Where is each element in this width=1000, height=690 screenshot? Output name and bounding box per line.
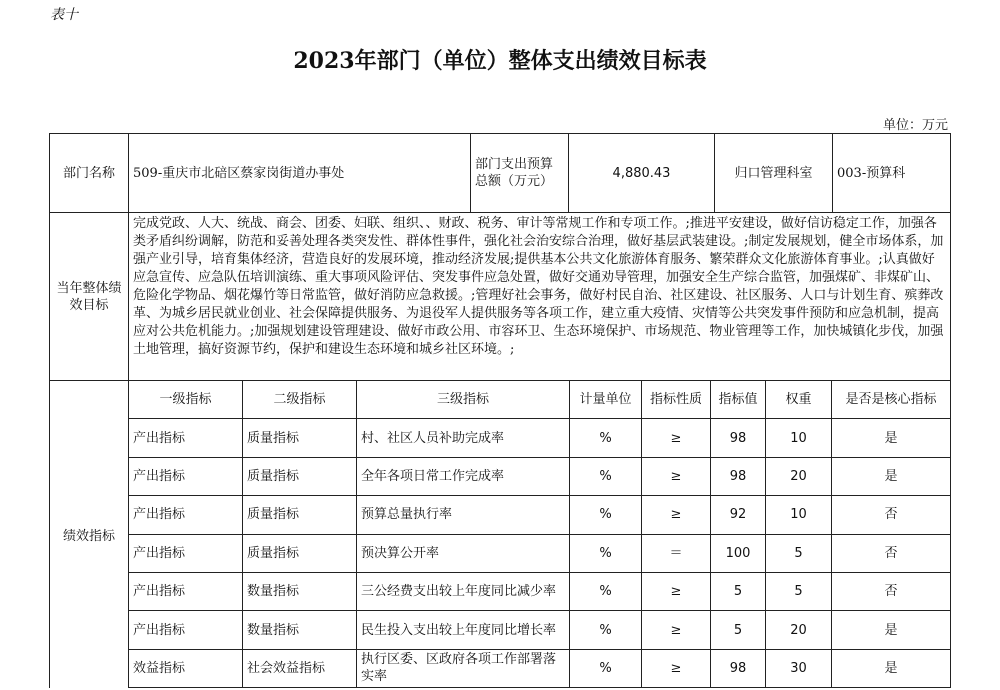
level3-cell: 执行区委、区政府各项工作部署落实率 bbox=[357, 650, 570, 687]
department-info-row bbox=[50, 134, 950, 213]
performance-goal-table bbox=[49, 133, 951, 688]
nature-cell: ≥ bbox=[642, 573, 711, 610]
table-row bbox=[129, 535, 950, 573]
level2-cell: 社会效益指标 bbox=[243, 650, 357, 687]
unit-cell: % bbox=[570, 535, 642, 572]
level1-cell: 产出指标 bbox=[129, 611, 243, 648]
level1-cell: 产出指标 bbox=[129, 458, 243, 495]
nature-cell: ≥ bbox=[642, 419, 711, 456]
weight-cell: 20 bbox=[766, 458, 832, 495]
annual-goal-label: 当年整体绩效目标 bbox=[50, 213, 129, 380]
core-cell: 是 bbox=[884, 468, 898, 484]
core-cell: 否 bbox=[884, 507, 898, 523]
unit-cell: % bbox=[570, 419, 642, 456]
header-level1: 一级指标 bbox=[129, 381, 243, 418]
value-cell: 98 bbox=[711, 650, 766, 687]
header-level2: 二级指标 bbox=[243, 381, 357, 418]
table-row bbox=[129, 573, 950, 611]
performance-indicators-block bbox=[50, 381, 950, 688]
value-cell: 98 bbox=[711, 419, 766, 456]
nature-cell: ≥ bbox=[642, 458, 711, 495]
value-cell: 98 bbox=[711, 458, 766, 495]
dept-name-label: 部门名称 bbox=[50, 134, 129, 212]
nature-cell: ≥ bbox=[642, 611, 711, 648]
level1-cell: 产出指标 bbox=[129, 535, 243, 572]
weight-cell: 10 bbox=[766, 496, 832, 533]
header-core: 是否是核心指标 bbox=[845, 392, 937, 408]
level2-cell: 质量指标 bbox=[243, 458, 357, 495]
header-level3: 三级指标 bbox=[357, 381, 570, 418]
unit-cell: % bbox=[570, 458, 642, 495]
indicator-header-row bbox=[129, 381, 950, 419]
table-row bbox=[129, 419, 950, 457]
core-cell: 否 bbox=[884, 545, 898, 561]
value-cell: 100 bbox=[711, 535, 766, 572]
unit-cell: % bbox=[570, 650, 642, 687]
level3-cell: 村、社区人员补助完成率 bbox=[357, 419, 570, 456]
unit-cell: % bbox=[570, 611, 642, 648]
header-unit: 计量单位 bbox=[570, 381, 642, 418]
unit-cell: % bbox=[570, 496, 642, 533]
nature-cell: ≥ bbox=[642, 650, 711, 687]
annual-goal-text: 完成党政、人大、统战、商会、团委、妇联、组织、、财政、税务、审计等常规工作和专项工作。;推进平安建设，做好信访稳定工作，加强各类矛盾纠纷调解，防范和妥善处理各类突发性、群体性事件，强化社会治安综合治理，做好基层武装建设。;制定发展规划，健全市场体系，加强产业引导，培育集体经济，营造良好的发展环境，推动经济发展;提供基本公共文化旅游体育服务、繁荣群众文化旅游体育事业。;认真做好应急宣传、应急队伍培训演练、重大事项风险评估、突发事件应急处置，做好交通劝导管理，加强安全生产综合监管，加强煤矿、非煤矿山、危险化学物品、烟花爆竹等日常监管，做好消防应急救援。;管理好社会事务，做好村民自治、社区建设、社区服务、人口与计划生育、殡葬改革、为城乡居民就业创业、社会保障提供服务、为退役军人提供服务等各项工作，建立重大疫情、灾情等公共突发事件预防和应急机制，提高应对公共危机能力。;加强规划建设管理建设、做好市政公用、市容环卫、生态环境保护、市场规范、物业管理等工作，加快城镇化步伐，加强土地管理，搞好资源节约，保护和建设生态环境和城乡社区环境。; bbox=[133, 216, 944, 357]
level3-cell: 三公经费支出较上年度同比减少率 bbox=[357, 573, 570, 610]
annual-goal-row bbox=[50, 213, 950, 381]
weight-cell: 20 bbox=[766, 611, 832, 648]
value-cell: 92 bbox=[711, 496, 766, 533]
level3-cell: 全年各项日常工作完成率 bbox=[357, 458, 570, 495]
table-row bbox=[129, 650, 950, 688]
weight-cell: 5 bbox=[766, 535, 832, 572]
level3-cell: 民生投入支出较上年度同比增长率 bbox=[357, 611, 570, 648]
level1-cell: 产出指标 bbox=[129, 573, 243, 610]
performance-indicators-label: 绩效指标 bbox=[50, 381, 129, 688]
managing-office-value: 003-预算科 bbox=[837, 165, 906, 181]
level3-cell: 预算总量执行率 bbox=[357, 496, 570, 533]
level2-cell: 质量指标 bbox=[243, 496, 357, 533]
table-row bbox=[129, 611, 950, 649]
table-number-label: 表十 bbox=[50, 7, 78, 23]
level2-cell: 质量指标 bbox=[243, 535, 357, 572]
weight-cell: 30 bbox=[766, 650, 832, 687]
level1-cell: 产出指标 bbox=[129, 496, 243, 533]
budget-total-value: 4,880.43 bbox=[569, 134, 715, 212]
header-weight: 权重 bbox=[766, 381, 832, 418]
level2-cell: 数量指标 bbox=[243, 573, 357, 610]
weight-cell: 10 bbox=[766, 419, 832, 456]
budget-total-label: 部门支出预算总额（万元） bbox=[471, 134, 569, 212]
header-value: 指标值 bbox=[711, 381, 766, 418]
level1-cell: 产出指标 bbox=[129, 419, 243, 456]
nature-cell: ≥ bbox=[642, 496, 711, 533]
table-row bbox=[129, 458, 950, 496]
page-title: 2023年部门（单位）整体支出绩效目标表 bbox=[293, 48, 707, 74]
nature-cell: ＝ bbox=[642, 535, 711, 572]
weight-cell: 5 bbox=[766, 573, 832, 610]
table-row bbox=[129, 496, 950, 534]
indicator-grid bbox=[129, 381, 950, 688]
value-cell: 5 bbox=[711, 573, 766, 610]
dept-name-value: 509-重庆市北碚区蔡家岗街道办事处 bbox=[129, 134, 471, 212]
core-cell: 否 bbox=[884, 584, 898, 600]
core-cell: 是 bbox=[884, 660, 898, 676]
core-cell: 是 bbox=[884, 622, 898, 638]
header-nature: 指标性质 bbox=[642, 381, 711, 418]
level2-cell: 数量指标 bbox=[243, 611, 357, 648]
level1-cell: 效益指标 bbox=[129, 650, 243, 687]
core-cell: 是 bbox=[884, 430, 898, 446]
level3-cell: 预决算公开率 bbox=[357, 535, 570, 572]
managing-office-label: 归口管理科室 bbox=[715, 134, 833, 212]
value-cell: 5 bbox=[711, 611, 766, 648]
unit-label: 单位：万元 bbox=[882, 118, 948, 133]
unit-cell: % bbox=[570, 573, 642, 610]
level2-cell: 质量指标 bbox=[243, 419, 357, 456]
